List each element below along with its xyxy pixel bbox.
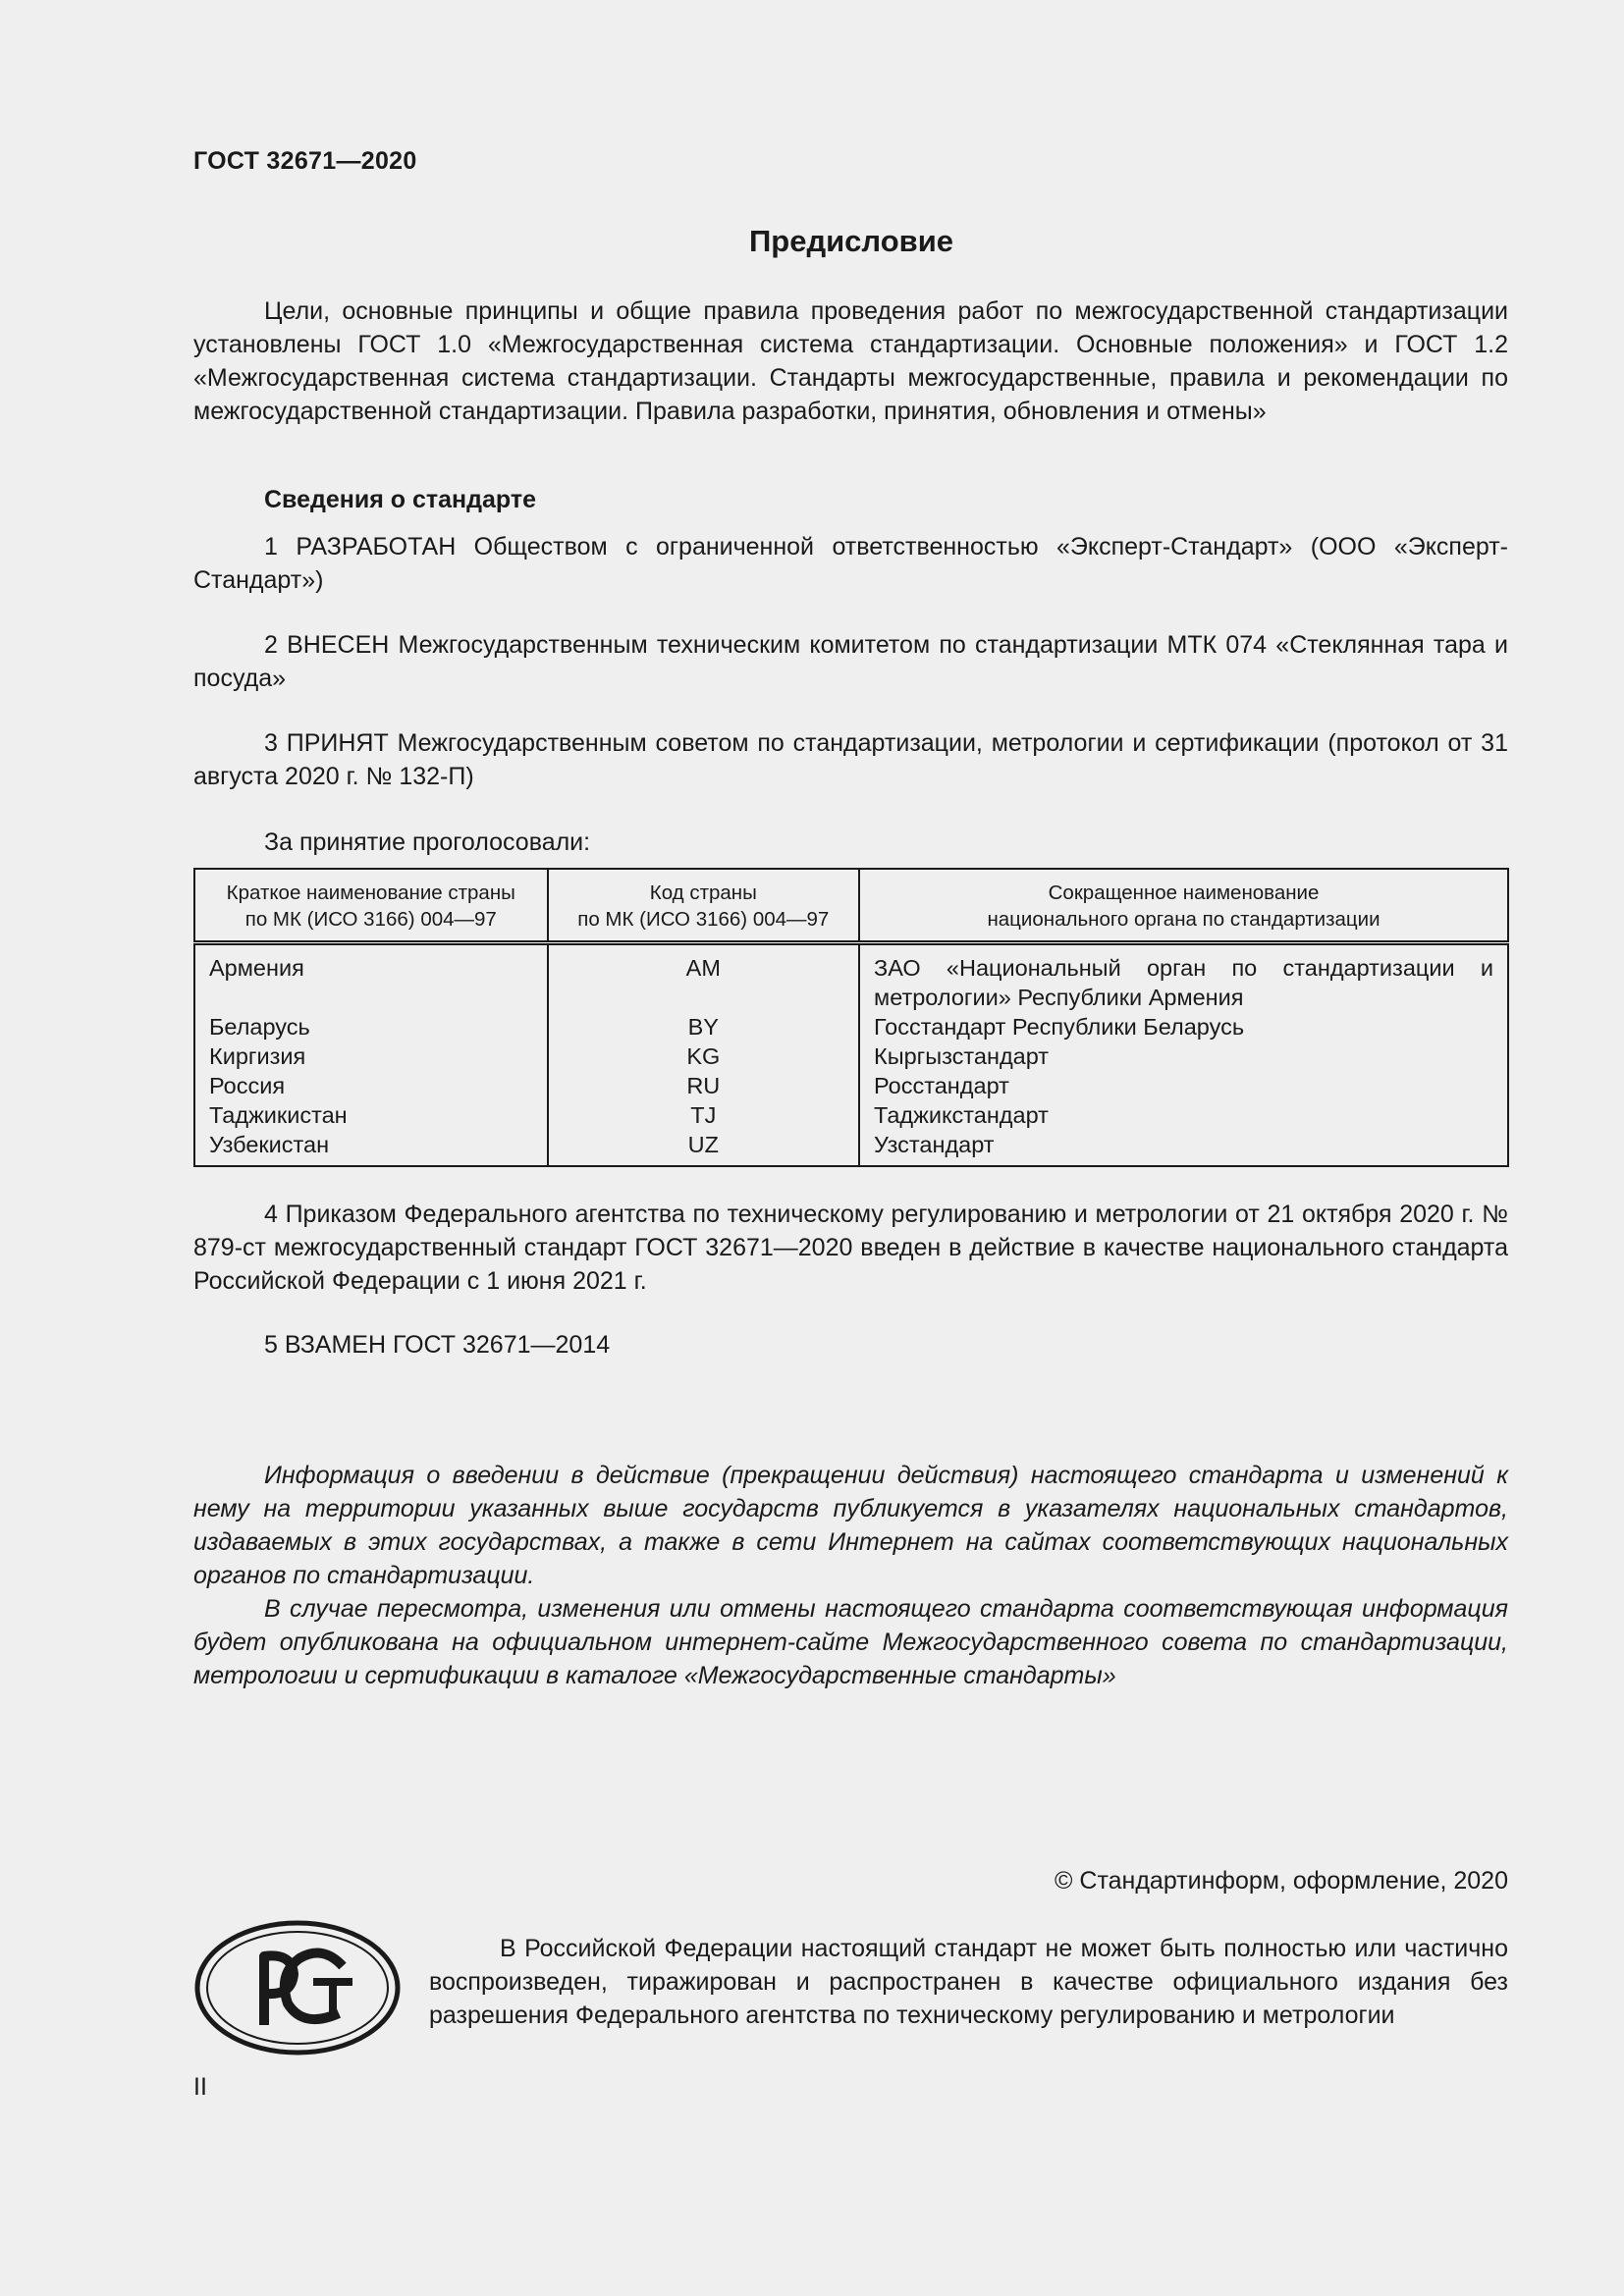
- table-row: [194, 1130, 1508, 1166]
- page-number: II: [193, 2073, 207, 2101]
- code-cell: AM: [548, 943, 859, 1013]
- copyright-text: © Стандартинформ, оформление, 2020: [1055, 1867, 1508, 1895]
- reproduction-notice: В Российской Федерации настоящий стандарт не может быть полностью или частично воспроизведен, тиражирован и распространен в качестве официального издания без разрешения Федерального агентства по техническому регулированию и метрологии: [429, 1935, 1508, 2029]
- voted-intro: За принятие проголосовали:: [264, 828, 591, 856]
- header-code-line2: по МК (ИСО 3166) 004—97: [577, 908, 830, 931]
- info-note-2: В случае пересмотра, изменения или отмены настоящего стандарта соответствующая информация будет опубликована на официальном интернет-сайте Межгосударственного совета по стандартизации, метрологии и сертификации в каталоге «Межгосударственные стандарты»: [193, 1595, 1508, 1689]
- org-cell: ЗАО «Национальный орган по стандартизации и метрологии» Республики Армения: [859, 943, 1508, 1013]
- table-row: [194, 1071, 1508, 1100]
- document-code: ГОСТ 32671—2020: [193, 147, 417, 175]
- rst-certification-mark-icon: [193, 1919, 402, 2056]
- page-title: Предисловие: [748, 224, 953, 258]
- header-code: [548, 869, 859, 943]
- country-cell: Россия: [194, 1071, 548, 1100]
- code-cell: TJ: [548, 1100, 859, 1130]
- header-org-line1: Сокращенное наименование: [1048, 881, 1320, 904]
- item-replaces: 5 ВЗАМЕН ГОСТ 32671—2014: [264, 1331, 611, 1359]
- item-adopted: 3 ПРИНЯТ Межгосударственным советом по стандартизации, метрологии и сертификации (протокол от 31 августа 2020 г. № 132-П): [193, 729, 1508, 790]
- table-row: [194, 943, 1508, 1013]
- table-header-row: [194, 869, 1508, 943]
- info-note-1: Информация о введении в действие (прекращении действия) настоящего стандарта и изменений к нему на территории указанных выше государств публикуется в указателях национальных стандартов, издаваемых в этих государствах, а также в сети Интернет на сайтах соответствующих национальных органов по стандартизации.: [193, 1462, 1508, 1589]
- org-cell: Узстандарт: [859, 1130, 1508, 1166]
- country-cell: Армения: [194, 943, 548, 1013]
- org-cell: Росстандарт: [859, 1071, 1508, 1100]
- item-developed: 1 РАЗРАБОТАН Обществом с ограниченной ответственностью «Эксперт-Стандарт» (ООО «Эксперт-Стандарт»): [193, 533, 1508, 594]
- country-cell: Узбекистан: [194, 1130, 548, 1166]
- header-country-line2: по МК (ИСО 3166) 004—97: [244, 908, 497, 931]
- item-submitted: 2 ВНЕСЕН Межгосударственным техническим комитетом по стандартизации МТК 074 «Стеклянная тара и посуда»: [193, 631, 1508, 692]
- org-cell: Таджикстандарт: [859, 1100, 1508, 1130]
- intro-paragraph: Цели, основные принципы и общие правила проведения работ по межгосударственной стандартизации установлены ГОСТ 1.0 «Межгосударственная система стандартизации. Основные положения» и ГОСТ 1.2 «Межгосударственная система стандартизации. Стандарты межгосударственные, правила и рекомендации по межгосударственной стандартизации. Правила разработки, принятия, обновления и отмены»: [193, 297, 1508, 425]
- country-cell: Беларусь: [194, 1012, 548, 1041]
- table-row: [194, 1100, 1508, 1130]
- header-country-line1: Краткое наименование страны: [226, 881, 515, 904]
- country-cell: Киргизия: [194, 1041, 548, 1071]
- header-org-line2: национального органа по стандартизации: [987, 908, 1380, 931]
- code-cell: RU: [548, 1071, 859, 1100]
- header-org: [859, 869, 1508, 943]
- table-row: [194, 1012, 1508, 1041]
- code-cell: BY: [548, 1012, 859, 1041]
- code-cell: UZ: [548, 1130, 859, 1166]
- header-country: [194, 869, 548, 943]
- voting-table: [193, 868, 1509, 1167]
- table-row: [194, 1041, 1508, 1071]
- org-cell: Госстандарт Республики Беларусь: [859, 1012, 1508, 1041]
- org-cell: Кыргызстандарт: [859, 1041, 1508, 1071]
- country-cell: Таджикистан: [194, 1100, 548, 1130]
- code-cell: KG: [548, 1041, 859, 1071]
- item-order: 4 Приказом Федерального агентства по техническому регулированию и метрологии от 21 октября 2020 г. № 879-ст межгосударственный стандарт ГОСТ 32671—2020 введен в действие в качестве национального стандарта Российской Федерации с 1 июня 2021 г.: [193, 1201, 1508, 1295]
- info-heading: Сведения о стандарте: [264, 486, 537, 513]
- header-code-line1: Код страны: [649, 881, 757, 904]
